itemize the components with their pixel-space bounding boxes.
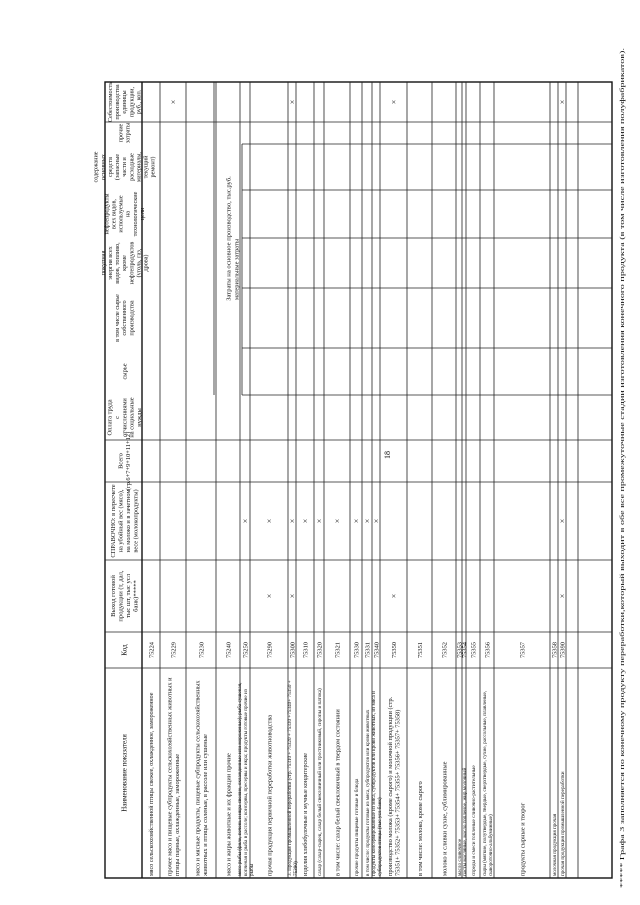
row-ref-mark-text: × <box>300 518 310 524</box>
page-number-text: 18 <box>382 451 392 459</box>
row-cost-mark-text: × <box>287 99 297 105</box>
row-code-text: 75321 <box>334 642 342 658</box>
row-code <box>470 642 477 658</box>
row-name-text: спреды и смеси топленые сливочно-растительные <box>470 765 477 876</box>
row-name <box>519 802 526 876</box>
row-name-text: мясо сельскохозяйственной птицы свежее, охлажденное, замороженное <box>149 692 156 876</box>
row-code <box>364 642 371 658</box>
row-name <box>417 781 424 876</box>
row-cost-mark-text: × <box>168 99 178 105</box>
row-code-text: 75340 <box>373 642 381 658</box>
row-ref-mark <box>288 519 297 524</box>
row-name <box>334 709 341 876</box>
row-ref-mark <box>333 519 342 524</box>
footnote-text: ***** Графа 3 заполняется по конечному продукту переработки,который выходит в обе все промежуточные стадии изготовления конечного продукта (в том числе изготовления полуфабрикатов). <box>619 365 626 888</box>
row-ref-mark <box>265 519 274 524</box>
row-ref-mark <box>372 519 381 524</box>
row-code <box>353 642 360 658</box>
footnote <box>619 47 626 888</box>
row-name-text: прочие продукты пищевые готовые и блюда <box>353 778 360 876</box>
row-code <box>484 642 491 658</box>
row-code <box>417 642 424 658</box>
row-code-text: 75355 <box>470 642 478 658</box>
header-raw-text: сырье <box>121 363 129 380</box>
header-total-text: Всего(гр.6+7+9+10+11+12) <box>117 431 132 491</box>
row-code <box>266 642 273 658</box>
row-code <box>441 642 448 658</box>
row-output-mark <box>288 594 297 599</box>
header-other <box>118 122 132 143</box>
row-name <box>559 771 566 876</box>
row-name <box>353 778 360 876</box>
row-ref-mark <box>301 519 310 524</box>
header-costs-group <box>225 176 232 301</box>
row-code-text: 75224 <box>148 642 156 658</box>
row-code <box>559 642 566 658</box>
row-code <box>198 642 205 658</box>
row-code <box>289 642 296 658</box>
row-ref-mark-text: × <box>332 518 342 524</box>
row-output-mark-text: × <box>557 593 567 599</box>
row-code-text: 75300 <box>289 642 297 658</box>
row-code-text: 75356 <box>484 642 492 658</box>
row-code <box>242 642 249 658</box>
row-cost-mark-text: × <box>389 99 399 105</box>
header-fuel-text: покупнаяэнергия всехвидов, топливо,кроменефтепродуктов(уголь, газ,дрова) <box>99 241 150 285</box>
row-cost-mark-text: × <box>557 99 567 105</box>
row-code <box>170 642 177 658</box>
row-name <box>387 696 401 876</box>
header-own-raw-text: в том числе сырьесобственногопроизводства <box>114 294 136 342</box>
header-name-text: Наименование показателя <box>120 734 129 812</box>
row-code-text: 75230 <box>198 642 206 658</box>
row-code-text: 75331 <box>364 642 372 658</box>
row-name <box>316 688 323 876</box>
row-output-mark <box>389 594 398 599</box>
row-name-text: производство молока (кроме сырого) и молочной продукции (стр.75351+ 75352+ 75353+ 75354+ 75355+ 75356+ 75357+ 75358) <box>387 696 402 876</box>
row-code-text: 75250 <box>242 642 250 658</box>
row-code-text: 75290 <box>266 642 274 658</box>
row-ref-mark <box>241 519 250 524</box>
row-name-text: в том числе: молоко, кроме сырого <box>416 781 424 876</box>
row-ref-mark <box>352 519 361 524</box>
row-code <box>461 641 468 658</box>
row-name-text: в том числе: продукты готовые из мяса, субпродуктов или крови животных <box>364 709 371 876</box>
row-ref-mark <box>315 519 324 524</box>
row-name <box>461 767 468 876</box>
row-name <box>364 709 371 876</box>
header-cost-unit-text: Себестоимостьпроизводстваединицыпродукции,руб., коп. <box>106 81 143 123</box>
row-code <box>334 642 341 658</box>
row-name <box>441 761 448 876</box>
row-name-text: мясо и жиры животные и их фракции прочие <box>225 753 233 876</box>
row-name-text: прочая продукция первичной переработки животноводства <box>266 714 274 876</box>
row-code-text: 75352 <box>441 642 449 658</box>
row-ref-mark-text: × <box>362 518 372 524</box>
row-name-text: изделия хлебобулочные и мучные кондитерские <box>303 753 310 876</box>
header-own-raw <box>114 294 135 342</box>
header-ref-text: СПРАВОЧНО: в пересчетена убойный вес (мясо),на молоко и в зачетномвесе (молокопродукты) <box>110 484 140 558</box>
row-name <box>266 715 273 876</box>
header-costs-group-text: Затраты на основное производство, тыс.руб. <box>225 176 233 301</box>
row-name-text: прочая продукция промышленной переработки <box>559 771 566 876</box>
row-code-text: 75390 <box>559 642 567 658</box>
header-other-text: прочиезатраты <box>117 122 132 144</box>
row-code-text: 75310 <box>302 642 310 658</box>
header-oil-text: нефтепродуктывсех видов,используемыенатехнологическиецели <box>103 191 146 237</box>
row-name-text: прочее мясо и пищевые субпродукты сельскохозяйственных животных иптицы парные, охлажденные, замороженные <box>166 677 181 876</box>
row-code-text: 75320 <box>316 642 324 658</box>
row-code-text: 75330 <box>353 642 361 658</box>
row-name-text: пасты масляные, масло топленое, жир молочный <box>461 767 468 876</box>
row-output-mark <box>265 594 274 599</box>
row-name-text: мясо и мясные продукты, пищевые субпродукты сельскохозяйственныхживотных и птицы соленые, в рассоле или сушеные <box>194 680 209 876</box>
row-ref-mark <box>558 519 567 524</box>
header-ref <box>110 484 139 557</box>
row-ref-mark-text: × <box>557 518 567 524</box>
header-output-text: Выход готовойпродукции (т, дал,тыс шт, тыс услбанк)***** <box>109 570 140 622</box>
row-ref-mark-text: × <box>371 518 381 524</box>
header-wage-text: Оплата трудасотчислениямина социальныенужды <box>106 397 143 438</box>
row-name-text: сыры (мягкие, полутвердые, твердые, сверхтвердые, сухие, рассольные, плавленые,сывороточно-альбуминные) <box>481 690 494 876</box>
row-name-text: продукты сырные и творог <box>519 802 527 876</box>
header-code-text: Код <box>120 644 129 656</box>
header-maintenance-text: содержаниеосновныхсредств(запасныечасти ирасходныематериалы,текущийремонт) <box>92 151 157 183</box>
row-code <box>148 641 155 658</box>
row-output-mark-text: × <box>264 593 274 599</box>
row-code <box>302 642 309 658</box>
row-code <box>519 641 526 658</box>
row-name <box>225 753 232 876</box>
row-name-text: в том числе: сахар белый свекловичный в твердом состоянии <box>334 709 342 876</box>
row-cost-mark <box>288 100 297 105</box>
row-cost-mark <box>389 100 398 105</box>
row-cost-mark <box>558 100 567 105</box>
row-name <box>552 813 558 876</box>
row-name-text: молоко и сливки сухие, сублимированные <box>441 761 449 876</box>
header-raw <box>121 363 128 379</box>
row-name <box>302 753 309 876</box>
row-name-text: масло сливочное <box>456 838 463 876</box>
row-code <box>225 642 232 658</box>
page-number <box>383 451 392 459</box>
row-code <box>551 642 558 658</box>
row-name-text: 3. Продукция промышленной переработки (стр. 75310 + 75320 + 75330 +75340+ 75350 +75390) <box>286 680 299 876</box>
row-name <box>148 692 155 876</box>
row-code-text: 75353 <box>456 642 464 658</box>
row-code-text: 75351 <box>416 642 424 658</box>
row-cost-mark <box>169 100 178 105</box>
row-code <box>391 642 398 658</box>
row-code-text: 75350 <box>390 642 398 658</box>
row-code-text: 75240 <box>225 642 233 658</box>
row-ref-mark-text: × <box>240 518 250 524</box>
row-name-text: мясо рыбы (филе, печень и икра свежие, охлажденные или мороженые); рыба сушеная,копченая и рыба в рассоле; консервы, пресервы и икра; продукты готовые прочие изрыбы <box>236 682 255 876</box>
row-ref-mark-text: × <box>287 518 297 524</box>
row-output-mark-text: × <box>287 593 297 599</box>
header-material-group <box>233 238 240 300</box>
row-ref-mark-text: × <box>314 518 324 524</box>
row-name-text: сахар (сахар-сырец, сахар белый свекловичный или тростниковый, сиропы и патока) <box>316 688 323 876</box>
header-code <box>120 644 128 656</box>
row-name <box>471 765 477 876</box>
row-output-mark <box>558 594 567 599</box>
row-ref-mark <box>363 519 372 524</box>
row-name-text: молочная продукция прочая <box>551 813 558 876</box>
row-code <box>316 642 323 658</box>
header-material-group-text: материальные затраты <box>233 238 241 301</box>
row-ref-mark-text: × <box>351 518 361 524</box>
row-code-text: 75229 <box>170 642 178 658</box>
row-ref-mark-text: × <box>264 518 274 524</box>
row-code-text: 75357 <box>519 642 527 658</box>
row-code <box>373 642 380 658</box>
row-output-mark-text: × <box>389 593 399 599</box>
header-name <box>120 733 128 811</box>
row-code-text: 75354 <box>461 642 469 658</box>
row-name-text: продукты консервированные из мяса, субпродуктов или крови животных, из мяса исубпродуктов птицы (тыс усл банк) <box>370 691 383 876</box>
row-code-text: 75358 <box>551 642 559 658</box>
